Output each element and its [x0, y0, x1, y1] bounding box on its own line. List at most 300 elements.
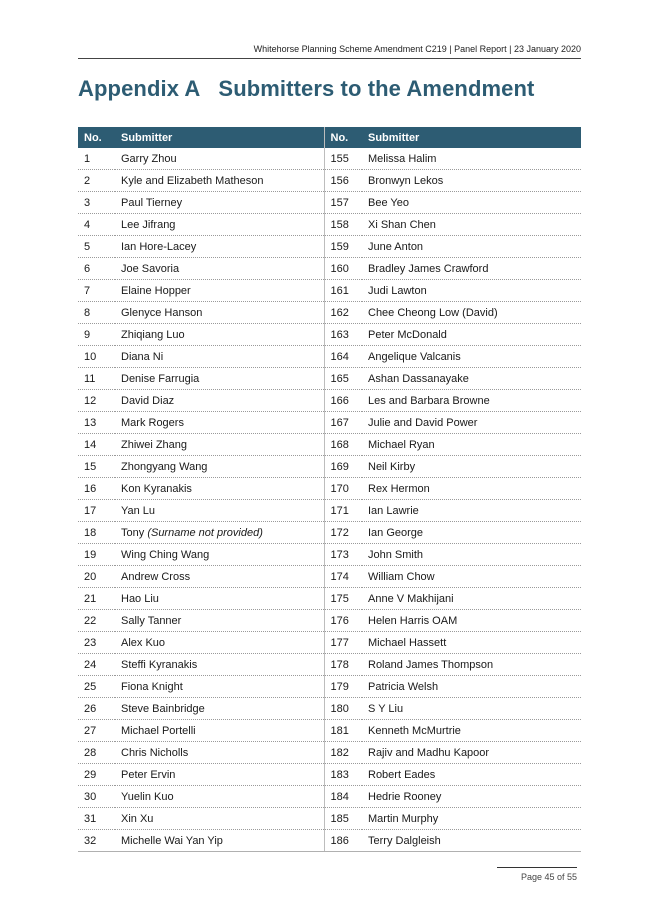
- submitter-name-text: Elaine Hopper: [121, 284, 191, 297]
- submitter-name: [362, 698, 581, 720]
- submitter-number-text: 157: [330, 196, 349, 209]
- submitter-number: [324, 830, 362, 852]
- submitter-number-text: 24: [84, 658, 97, 671]
- submitter-number-text: 19: [84, 548, 97, 561]
- submitter-number: [78, 236, 115, 258]
- submitter-name: [362, 236, 581, 258]
- submitter-number-text: 162: [330, 306, 349, 319]
- submitter-number-text: 182: [330, 746, 349, 759]
- col-header-submitter: Submitter: [362, 127, 581, 148]
- submitter-name: [362, 742, 581, 764]
- submitter-number-text: 6: [84, 262, 91, 275]
- submitter-name: [115, 170, 324, 192]
- submitter-name: [115, 192, 324, 214]
- submitter-number-text: 163: [330, 328, 349, 341]
- table-row: [78, 522, 581, 544]
- submitter-number: [78, 258, 115, 280]
- submitter-number: [324, 434, 362, 456]
- table-row: [78, 786, 581, 808]
- submitter-name-text: Tony: [121, 526, 145, 539]
- submitter-name-text: Julie and David Power: [368, 416, 478, 429]
- submitter-name: [362, 214, 581, 236]
- submitter-number-text: 18: [84, 526, 97, 539]
- submitter-number: [78, 280, 115, 302]
- submitter-number-text: 10: [84, 350, 97, 363]
- submitter-name-text: Ashan Dassanayake: [368, 372, 469, 385]
- submitter-name-text: Zhongyang Wang: [121, 460, 208, 473]
- submitter-name-text: Chee Cheong Low (David): [368, 306, 498, 319]
- submitter-name: [115, 764, 324, 786]
- submitter-number-text: 161: [330, 284, 349, 297]
- submitter-name-text: Martin Murphy: [368, 812, 439, 825]
- submitter-name: [362, 544, 581, 566]
- footer-rule: [497, 867, 577, 868]
- submitter-number: [78, 830, 115, 852]
- submitter-name-text: Andrew Cross: [121, 570, 191, 583]
- submitter-number: [324, 632, 362, 654]
- submitter-name: [362, 566, 581, 588]
- table-row: [78, 302, 581, 324]
- submitter-number-text: 13: [84, 416, 97, 429]
- submitter-name-text: Chris Nicholls: [121, 746, 189, 759]
- table-row: [78, 720, 581, 742]
- submitter-name-text: Ian Hore-Lacey: [121, 240, 197, 253]
- submitter-number: [78, 544, 115, 566]
- table-row: [78, 830, 581, 852]
- submitter-name: [115, 720, 324, 742]
- submitter-name-text: Rex Hermon: [368, 482, 430, 495]
- submitter-number-text: 181: [330, 724, 349, 737]
- table-row: [78, 544, 581, 566]
- submitter-number: [78, 434, 115, 456]
- submitter-name-text: Alex Kuo: [121, 636, 166, 649]
- submitter-number-text: 169: [330, 460, 349, 473]
- submitter-number-text: 4: [84, 218, 91, 231]
- submitter-name-text: Diana Ni: [121, 350, 164, 363]
- submitter-name: [115, 676, 324, 698]
- submitter-name: [115, 390, 324, 412]
- submitter-name-text: Peter McDonald: [368, 328, 447, 341]
- submitter-name: [362, 522, 581, 544]
- table-row: [78, 588, 581, 610]
- submitter-number-text: 5: [84, 240, 91, 253]
- submitter-name-text: Ian Lawrie: [368, 504, 419, 517]
- submitter-number-text: 23: [84, 636, 97, 649]
- submitter-number: [78, 610, 115, 632]
- submitter-number: [78, 192, 115, 214]
- submitter-name-text: Xin Xu: [121, 812, 154, 825]
- submitter-number-text: 178: [330, 658, 349, 671]
- table-row: [78, 566, 581, 588]
- submitter-number: [324, 544, 362, 566]
- submitter-name-text: Neil Kirby: [368, 460, 416, 473]
- submitter-name: [362, 390, 581, 412]
- submitter-name: [115, 830, 324, 852]
- submitter-number: [324, 412, 362, 434]
- submitter-number-text: 174: [330, 570, 349, 583]
- submitter-name-text: Kyle and Elizabeth Matheson: [121, 174, 264, 187]
- submitter-name-text: Zhiqiang Luo: [121, 328, 185, 341]
- submitter-name: [362, 500, 581, 522]
- table-row: [78, 192, 581, 214]
- submitter-name: [115, 786, 324, 808]
- submitter-name-text: Lee Jifrang: [121, 218, 176, 231]
- submitter-name-text: Joe Savoria: [121, 262, 180, 275]
- submitter-name: [362, 478, 581, 500]
- submitter-number: [324, 148, 362, 170]
- submitter-number: [78, 676, 115, 698]
- submitter-name: [362, 676, 581, 698]
- submitter-number-text: 26: [84, 702, 97, 715]
- table-row: [78, 500, 581, 522]
- submitter-number: [78, 148, 115, 170]
- submitter-name: [115, 808, 324, 830]
- submitter-name-text: Robert Eades: [368, 768, 436, 781]
- submitter-number-text: 156: [330, 174, 349, 187]
- submitter-name: [115, 698, 324, 720]
- submitter-name: [115, 280, 324, 302]
- submitter-number-text: 171: [330, 504, 349, 517]
- submitter-number-text: 9: [84, 328, 91, 341]
- submitter-name-text: Michael Hassett: [368, 636, 447, 649]
- submitter-number-text: 167: [330, 416, 349, 429]
- submitter-number: [324, 170, 362, 192]
- submitter-number: [324, 676, 362, 698]
- submitter-name: [115, 566, 324, 588]
- submitter-number: [78, 742, 115, 764]
- table-row: [78, 456, 581, 478]
- submitter-name: [362, 368, 581, 390]
- submitter-number: [78, 368, 115, 390]
- submitter-name: [362, 786, 581, 808]
- submitter-number-text: 159: [330, 240, 349, 253]
- submitter-name-text: William Chow: [368, 570, 435, 583]
- submitter-name: [115, 588, 324, 610]
- submitter-name: [115, 522, 324, 544]
- submitter-number-text: 165: [330, 372, 349, 385]
- submitter-number-text: 12: [84, 394, 97, 407]
- submitter-name-text: David Diaz: [121, 394, 175, 407]
- submitter-name: [362, 346, 581, 368]
- submitter-name-text: Bee Yeo: [368, 196, 409, 209]
- submitter-name-text: Xi Shan Chen: [368, 218, 436, 231]
- submitter-name-text: Les and Barbara Browne: [368, 394, 490, 407]
- table-row: [78, 280, 581, 302]
- table-row: [78, 236, 581, 258]
- submitter-name-text: Fiona Knight: [121, 680, 183, 693]
- submitter-name: [115, 214, 324, 236]
- table-body: [78, 148, 581, 852]
- submitter-name-text: Yuelin Kuo: [121, 790, 174, 803]
- submitter-number-text: 175: [330, 592, 349, 605]
- submitter-name-text: Helen Harris OAM: [368, 614, 458, 627]
- submitter-number: [78, 588, 115, 610]
- col-header-submitter: Submitter: [115, 127, 324, 148]
- table-row: [78, 368, 581, 390]
- submitter-name-text: Michael Ryan: [368, 438, 435, 451]
- appendix-label: Appendix A: [78, 76, 201, 101]
- submitter-number: [78, 566, 115, 588]
- submitter-name: [362, 258, 581, 280]
- table-row: [78, 478, 581, 500]
- submitter-number-text: 28: [84, 746, 97, 759]
- submitter-name-text: S Y Liu: [368, 702, 404, 715]
- submitter-number-text: 164: [330, 350, 349, 363]
- submitter-name-text: Bronwyn Lekos: [368, 174, 444, 187]
- submitter-number: [78, 808, 115, 830]
- submitter-name-text: Glenyce Hanson: [121, 306, 203, 319]
- table-row: [78, 412, 581, 434]
- submitter-name-text: Wing Ching Wang: [121, 548, 210, 561]
- submitter-name: [362, 588, 581, 610]
- submitter-number: [324, 698, 362, 720]
- submitter-number-text: 14: [84, 438, 97, 451]
- submitter-number-text: 1: [84, 152, 91, 165]
- submitter-number: [78, 390, 115, 412]
- submitter-number-text: 183: [330, 768, 349, 781]
- table-row: [78, 764, 581, 786]
- submitter-number: [324, 192, 362, 214]
- table-row: [78, 214, 581, 236]
- submitter-name-text: Denise Farrugia: [121, 372, 200, 385]
- submitter-name-text: Hedrie Rooney: [368, 790, 442, 803]
- submitter-number: [78, 214, 115, 236]
- table-row: [78, 742, 581, 764]
- submitter-number: [324, 236, 362, 258]
- submitter-number: [78, 720, 115, 742]
- submitter-name: [115, 346, 324, 368]
- table-row: [78, 170, 581, 192]
- table-header-row: [78, 127, 581, 148]
- submitter-number: [324, 720, 362, 742]
- col-header-no: No.: [324, 127, 362, 148]
- submitter-number-text: 186: [330, 834, 349, 847]
- table-row: [78, 390, 581, 412]
- submitter-name-text: Paul Tierney: [121, 196, 183, 209]
- submitter-number: [78, 654, 115, 676]
- submitter-number: [324, 588, 362, 610]
- running-header: Whitehorse Planning Scheme Amendment C219 | Panel Report | 23 January 2020: [78, 44, 581, 59]
- submitter-name-text: Peter Ervin: [121, 768, 176, 781]
- submitter-name-text: Steffi Kyranakis: [121, 658, 198, 671]
- submitter-name: [115, 324, 324, 346]
- submitter-number: [324, 346, 362, 368]
- table-row: [78, 698, 581, 720]
- submitter-number-text: 166: [330, 394, 349, 407]
- submitter-number: [324, 610, 362, 632]
- submitter-number: [78, 764, 115, 786]
- submitter-name: [115, 632, 324, 654]
- submitter-number: [324, 456, 362, 478]
- submitter-number-text: 155: [330, 152, 349, 165]
- submitter-number: [78, 170, 115, 192]
- submitter-name: [115, 434, 324, 456]
- submitter-name: [362, 456, 581, 478]
- submitter-name: [115, 610, 324, 632]
- submitter-number-text: 170: [330, 482, 349, 495]
- submitter-name: [362, 654, 581, 676]
- submitter-number: [324, 280, 362, 302]
- submitter-name-text: Hao Liu: [121, 592, 159, 605]
- submitter-number-text: 173: [330, 548, 349, 561]
- submitter-name-text: Melissa Halim: [368, 152, 437, 165]
- submitter-number-text: 29: [84, 768, 97, 781]
- submitter-number-text: 20: [84, 570, 97, 583]
- submitter-number-text: 160: [330, 262, 349, 275]
- submitter-name: [362, 434, 581, 456]
- submitter-name: [115, 148, 324, 170]
- submitter-name: [362, 808, 581, 830]
- submitter-name: [115, 544, 324, 566]
- submitter-name-text: Roland James Thompson: [368, 658, 494, 671]
- submitter-number: [324, 566, 362, 588]
- submitter-name: [115, 742, 324, 764]
- submitter-number-text: 3: [84, 196, 91, 209]
- submitter-name: [362, 632, 581, 654]
- submitter-number: [324, 258, 362, 280]
- submitter-name-text: Michael Portelli: [121, 724, 196, 737]
- table-row: [78, 808, 581, 830]
- submitter-number-text: 31: [84, 812, 97, 825]
- submitter-number: [324, 368, 362, 390]
- submitter-name: [115, 654, 324, 676]
- submitter-number-text: 7: [84, 284, 91, 297]
- submitter-number: [324, 302, 362, 324]
- submitter-name-text: Ian George: [368, 526, 424, 539]
- submitter-number-text: 30: [84, 790, 97, 803]
- submitter-name: [115, 236, 324, 258]
- submitter-name: [362, 280, 581, 302]
- table-row: [78, 676, 581, 698]
- submitter-name: [362, 302, 581, 324]
- submitter-name-text: Angelique Valcanis: [368, 350, 461, 363]
- submitter-number: [78, 324, 115, 346]
- submitter-number: [324, 786, 362, 808]
- submitter-number-text: 32: [84, 834, 97, 847]
- submitter-number-text: 17: [84, 504, 97, 517]
- submitter-number-text: 168: [330, 438, 349, 451]
- submitter-name-text: Kenneth McMurtrie: [368, 724, 461, 737]
- submitter-name-text: Terry Dalgleish: [368, 834, 441, 847]
- submitter-number-text: 22: [84, 614, 97, 627]
- submitter-name: [115, 478, 324, 500]
- submitter-name: [362, 324, 581, 346]
- table-row: [78, 324, 581, 346]
- submitter-name-text: Steve Bainbridge: [121, 702, 205, 715]
- submitter-number: [78, 412, 115, 434]
- submitter-name-text: Mark Rogers: [121, 416, 184, 429]
- table-row: [78, 346, 581, 368]
- submitter-number-text: 15: [84, 460, 97, 473]
- surname-note: (Surname not provided): [147, 526, 263, 539]
- submitter-name: [362, 148, 581, 170]
- submitter-name: [115, 302, 324, 324]
- appendix-title: Submitters to the Amendment: [218, 76, 535, 101]
- submitter-number: [324, 390, 362, 412]
- submitter-number: [78, 522, 115, 544]
- submitters-table: [78, 127, 581, 852]
- submitter-number: [324, 214, 362, 236]
- submitter-number: [324, 654, 362, 676]
- submitter-name-text: Rajiv and Madhu Kapoor: [368, 746, 490, 759]
- submitter-name: [362, 170, 581, 192]
- submitter-name: [362, 412, 581, 434]
- table-row: [78, 632, 581, 654]
- col-header-no: No.: [78, 127, 115, 148]
- submitter-number: [78, 478, 115, 500]
- submitter-name-text: Garry Zhou: [121, 152, 177, 165]
- submitter-number-text: 27: [84, 724, 97, 737]
- submitter-number-text: 179: [330, 680, 349, 693]
- submitter-number-text: 180: [330, 702, 349, 715]
- submitter-number: [324, 764, 362, 786]
- submitter-name-text: June Anton: [368, 240, 424, 253]
- submitter-number-text: 2: [84, 174, 91, 187]
- table-row: [78, 654, 581, 676]
- submitter-number: [78, 500, 115, 522]
- submitter-name: [115, 258, 324, 280]
- submitter-name-text: John Smith: [368, 548, 424, 561]
- submitter-number-text: 8: [84, 306, 91, 319]
- submitter-number: [324, 324, 362, 346]
- table-row: [78, 258, 581, 280]
- table-row: [78, 148, 581, 170]
- submitter-number-text: 176: [330, 614, 349, 627]
- submitter-number-text: 172: [330, 526, 349, 539]
- page-title: [78, 76, 534, 102]
- submitter-number: [78, 346, 115, 368]
- submitter-number: [78, 302, 115, 324]
- submitter-name-text: Bradley James Crawford: [368, 262, 489, 275]
- table-row: [78, 434, 581, 456]
- submitter-name: [362, 764, 581, 786]
- submitter-name-text: Yan Lu: [121, 504, 156, 517]
- submitter-name: [115, 500, 324, 522]
- submitter-name: [115, 412, 324, 434]
- submitter-number: [324, 500, 362, 522]
- submitter-number: [324, 808, 362, 830]
- submitter-number: [78, 456, 115, 478]
- submitter-name-text: Judi Lawton: [368, 284, 427, 297]
- submitter-name-text: Kon Kyranakis: [121, 482, 192, 495]
- submitter-number-text: 21: [84, 592, 97, 605]
- submitter-name: [362, 720, 581, 742]
- submitter-number: [324, 478, 362, 500]
- submitter-number-text: 158: [330, 218, 349, 231]
- submitter-number: [78, 786, 115, 808]
- submitter-name-text: Anne V Makhijani: [368, 592, 454, 605]
- submitter-name-text: Patricia Welsh: [368, 680, 439, 693]
- submitter-name: [115, 456, 324, 478]
- page-number: Page 45 of 55: [520, 872, 577, 882]
- submitter-name-text: Zhiwei Zhang: [121, 438, 188, 451]
- submitter-number-text: 184: [330, 790, 349, 803]
- table-row: [78, 610, 581, 632]
- submitter-number-text: 185: [330, 812, 349, 825]
- submitter-name: [362, 610, 581, 632]
- submitter-number: [324, 522, 362, 544]
- submitter-name-text: Sally Tanner: [121, 614, 182, 627]
- submitter-number: [78, 698, 115, 720]
- submitter-number-text: 25: [84, 680, 97, 693]
- submitter-name: [362, 192, 581, 214]
- submitter-name: [115, 368, 324, 390]
- submitter-number: [324, 742, 362, 764]
- submitter-number-text: 16: [84, 482, 97, 495]
- submitter-number: [78, 632, 115, 654]
- submitter-name-text: Michelle Wai Yan Yip: [121, 834, 223, 847]
- submitter-number-text: 177: [330, 636, 349, 649]
